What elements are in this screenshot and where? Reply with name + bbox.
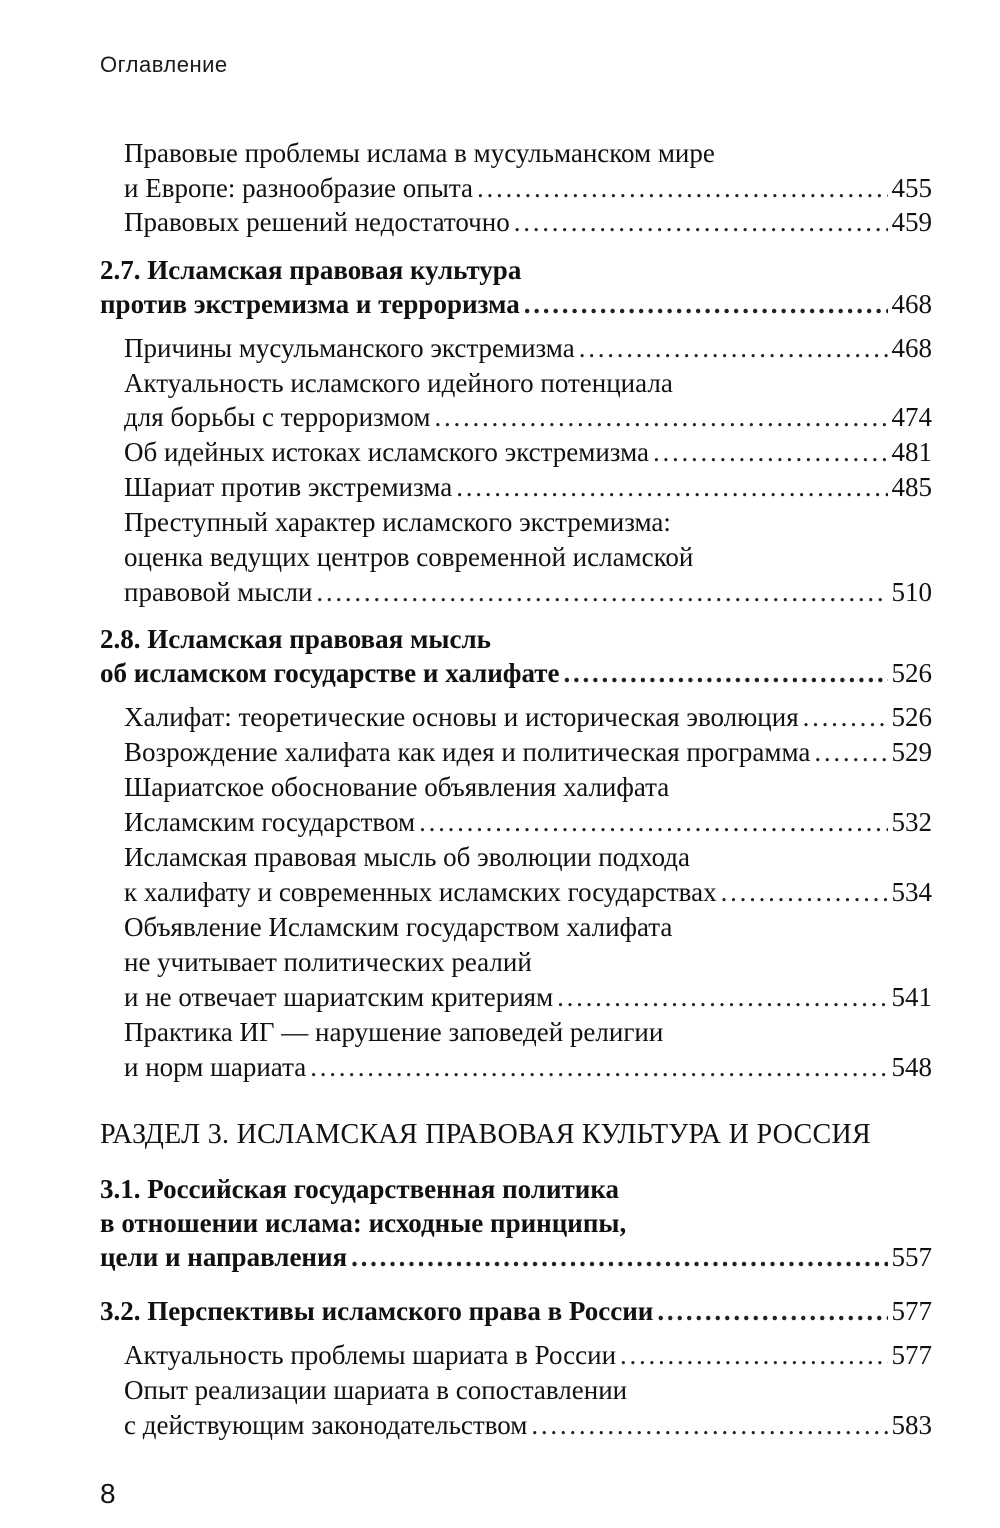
toc-entry[interactable] [124, 435, 932, 469]
toc-page-number: 529 [891, 737, 932, 767]
toc-entry-title: Опыт реализации шариата в сопоставлении [124, 1375, 628, 1405]
toc-section-line [100, 253, 932, 287]
toc-page-number: 577 [891, 1340, 932, 1370]
toc-entry-line [124, 505, 932, 539]
toc-entry[interactable] [124, 1408, 932, 1442]
toc-section-title: цели и направления [100, 1242, 348, 1272]
toc-entry-title: к халифату и современных исламских государствах [124, 877, 717, 907]
toc-section-title: 2.7. Исламская правовая культура [100, 255, 522, 285]
toc-page-number: 548 [891, 1052, 932, 1082]
toc-entry-title: Исламская правовая мысль об эволюции подхода [124, 842, 691, 872]
leader-dots [657, 1294, 887, 1328]
toc-entry-line [124, 1373, 932, 1407]
leader-dots [310, 1050, 887, 1084]
toc-entry-line [124, 540, 932, 574]
leader-dots [803, 700, 888, 734]
toc-page-number: 583 [891, 1410, 932, 1440]
leader-dots [620, 1338, 887, 1372]
toc-entry[interactable] [124, 331, 932, 365]
toc-entry[interactable] [124, 1050, 932, 1084]
toc-entry-title: и не отвечает шариатским критериям [124, 982, 554, 1012]
toc-entry-line [124, 136, 932, 170]
toc-entry-line [124, 366, 932, 400]
toc-entry-title: Об идейных истоках исламского экстремизма [124, 437, 649, 467]
leader-dots [814, 735, 887, 769]
leader-dots [419, 805, 887, 839]
toc-section[interactable] [100, 287, 932, 321]
toc-entry-title: Шариатское обоснование объявления халифата [124, 772, 670, 802]
toc-page-number: 485 [891, 472, 932, 502]
toc-entry[interactable] [124, 980, 932, 1014]
toc-entry-title: правовой мысли [124, 577, 313, 607]
toc-entry-title: и Европе: разнообразие опыта [124, 173, 473, 203]
toc-page-number: 455 [891, 173, 932, 203]
leader-dots [477, 171, 888, 205]
toc-entry[interactable] [124, 735, 932, 769]
toc-entry[interactable] [124, 805, 932, 839]
toc-page-number: 474 [891, 402, 932, 432]
toc-page-number: 534 [891, 877, 932, 907]
leader-dots [531, 1408, 887, 1442]
toc-entry-line [124, 1015, 932, 1049]
toc-entry-title: оценка ведущих центров современной исламской [124, 542, 694, 572]
toc-section-title: об исламском государстве и халифате [100, 658, 560, 688]
part-heading[interactable]: РАЗДЕЛ 3. ИСЛАМСКАЯ ПРАВОВАЯ КУЛЬТУРА И РОССИЯ [100, 1119, 871, 1150]
leader-dots [653, 435, 888, 469]
toc-entry-title: Объявление Исламским государством халифата [124, 912, 673, 942]
leader-dots [351, 1240, 887, 1274]
toc-entry-title: Актуальность исламского идейного потенциала [124, 368, 673, 398]
toc-section-title: 3.1. Российская государственная политика [100, 1174, 619, 1204]
toc-section-line [100, 1206, 932, 1240]
toc-section-line [100, 622, 932, 656]
toc-section[interactable] [100, 1240, 932, 1274]
toc-entry-title: не учитывает политических реалий [124, 947, 532, 977]
toc-page-number: 468 [891, 333, 932, 363]
toc-entry[interactable] [124, 400, 932, 434]
leader-dots [316, 575, 887, 609]
toc-entry-title: Практика ИГ — нарушение заповедей религии [124, 1017, 664, 1047]
toc-section-title: 3.2. Перспективы исламского права в России [100, 1296, 654, 1326]
leader-dots [564, 656, 888, 690]
toc-entry-title: Шариат против экстремизма [124, 472, 453, 502]
toc-entry[interactable] [124, 205, 932, 239]
toc-section-title: против экстремизма и терроризма [100, 289, 520, 319]
toc-entry-title: Возрождение халифата как идея и политическая программа [124, 737, 811, 767]
toc-entry-title: Правовые проблемы ислама в мусульманском мире [124, 138, 715, 168]
leader-dots [456, 470, 887, 504]
leader-dots [721, 875, 888, 909]
running-head: Оглавление [100, 52, 228, 77]
toc-entry[interactable] [124, 171, 932, 205]
toc-entry-title: Преступный характер исламского экстремизма: [124, 507, 671, 537]
toc-section[interactable] [100, 1294, 932, 1328]
toc-entry-title: для борьбы с терроризмом [124, 402, 431, 432]
toc-section-title: в отношении ислама: исходные принципы, [100, 1208, 627, 1238]
toc-entry-title: Халифат: теоретические основы и историческая эволюция [124, 702, 799, 732]
leader-dots [514, 205, 888, 239]
toc-section-title: 2.8. Исламская правовая мысль [100, 624, 491, 654]
toc-entry-title: Актуальность проблемы шариата в России [124, 1340, 617, 1370]
leader-dots [434, 400, 887, 434]
toc-page-number: 577 [891, 1296, 932, 1326]
toc-entry-line [124, 945, 932, 979]
toc-section-line [100, 1172, 932, 1206]
toc-page-number: 526 [891, 702, 932, 732]
toc-entry-title: Исламским государством [124, 807, 416, 837]
toc-entry-line [124, 770, 932, 804]
toc-entry-title: с действующим законодательством [124, 1410, 528, 1440]
toc-entry[interactable] [124, 575, 932, 609]
toc-entry-title: Правовых решений недостаточно [124, 207, 510, 237]
toc-entry[interactable] [124, 700, 932, 734]
toc-page-number: 468 [891, 289, 932, 319]
toc-entry-title: и норм шариата [124, 1052, 307, 1082]
toc-page-number: 541 [891, 982, 932, 1012]
leader-dots [579, 331, 888, 365]
toc-entry-title: Причины мусульманского экстремизма [124, 333, 575, 363]
toc-entry-line [124, 840, 932, 874]
toc-page-number: 481 [891, 437, 932, 467]
toc-section[interactable] [100, 656, 932, 690]
toc-entry[interactable] [124, 470, 932, 504]
toc-entry[interactable] [124, 1338, 932, 1372]
toc-page-number: 459 [891, 207, 932, 237]
toc-page-number: 532 [891, 807, 932, 837]
leader-dots [524, 287, 888, 321]
toc-page-number: 526 [891, 658, 932, 688]
toc-entry-line [124, 910, 932, 944]
toc-page-number: 510 [891, 577, 932, 607]
leader-dots [557, 980, 887, 1014]
page-number: 8 [100, 1478, 116, 1509]
toc-page-number: 557 [891, 1242, 932, 1272]
toc-entry[interactable] [124, 875, 932, 909]
